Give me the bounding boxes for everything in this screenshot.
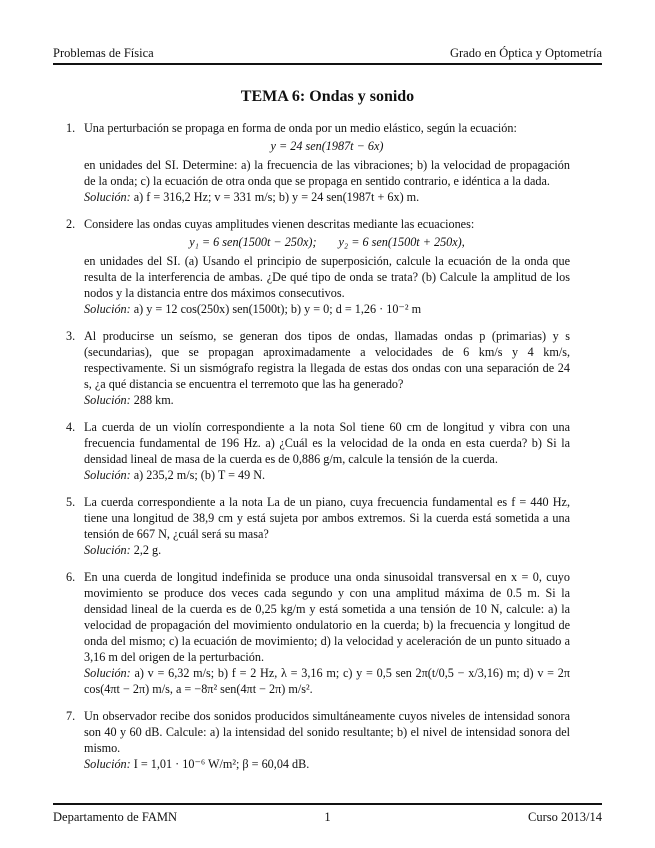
problem-solution bbox=[84, 756, 570, 772]
footer-course-year: Curso 2013/14 bbox=[528, 810, 602, 824]
page-number: 1 bbox=[324, 810, 331, 824]
equation-y1: y₁ = 6 sen(1500t − 250x); bbox=[189, 235, 317, 249]
problem-solution bbox=[84, 665, 570, 697]
problem-7 bbox=[53, 708, 570, 772]
page-title: TEMA 6: Ondas y sonido bbox=[240, 88, 415, 105]
problem-text-continued: en unidades del SI. (a) Usando el principio de superposición, calcule la ecuación de la onda que resulta de la interferencia de ambas. ¿De qué tipo de onda se trata? (b) Calcule la amplitud de los nodos y la distancia entre dos máximos consecutivos. bbox=[84, 254, 570, 300]
solution-label: Solución: bbox=[84, 543, 131, 557]
problem-number: 5. bbox=[66, 495, 76, 509]
solution-text: 288 km. bbox=[133, 393, 174, 407]
solution-label: Solución: bbox=[84, 468, 131, 482]
problem-5 bbox=[53, 494, 570, 558]
problem-number: 4. bbox=[66, 420, 76, 434]
problem-text: La cuerda correspondiente a la nota La de un piano, cuya frecuencia fundamental es f = 440 Hz, tiene una longitud de 38,9 cm y está sujeta por ambos extremos. Si la cuerda está sometida a una tensión de 667 N, ¿cuál será su masa? bbox=[84, 495, 570, 541]
problem-solution bbox=[84, 189, 570, 205]
problem-equation: y = 24 sen(1987t − 6x) bbox=[270, 139, 384, 153]
header-course: Problemas de Física bbox=[53, 46, 154, 60]
problem-1 bbox=[53, 120, 570, 205]
problem-number: 7. bbox=[66, 709, 76, 723]
solution-text: I = 1,01 · 10⁻⁶ W/m²; β = 60,04 dB. bbox=[133, 757, 310, 771]
problem-text: Considere las ondas cuyas amplitudes vienen descritas mediante las ecuaciones: bbox=[84, 217, 475, 231]
problem-text: Al producirse un seísmo, se generan dos tipos de ondas, llamadas ondas p (primarias) y s (secundarias), que se propagan aproximadamente a velocidades de 6 km/s y 4 km/s, respectivamente. Si un sismógrafo registra la llegada de estas dos ondas con una separación de 24 s, ¿a qué distancia se encuentra el terremoto que las ha generado? bbox=[84, 329, 570, 391]
footer-department: Departamento de FAMN bbox=[53, 810, 178, 824]
solution-label: Solución: bbox=[84, 302, 131, 316]
solution-label: Solución: bbox=[84, 757, 131, 771]
problem-equations bbox=[84, 234, 570, 250]
solution-text: 2,2 g. bbox=[133, 543, 162, 557]
problem-solution bbox=[84, 542, 570, 558]
problem-number: 1. bbox=[66, 121, 76, 135]
problem-solution bbox=[84, 467, 570, 483]
problem-2 bbox=[53, 216, 570, 317]
solution-label: Solución: bbox=[84, 190, 131, 204]
solution-text: a) f = 316,2 Hz; v = 331 m/s; b) y = 24 sen(1987t + 6x) m. bbox=[133, 190, 420, 204]
header-rule bbox=[53, 63, 602, 65]
equation-y2: y₂ = 6 sen(1500t + 250x), bbox=[338, 235, 465, 249]
solution-label: Solución: bbox=[84, 393, 131, 407]
problem-text-continued: en unidades del SI. Determine: a) la frecuencia de las vibraciones; b) la velocidad de propagación de la onda; c) la ecuación de otra onda que se propaga en sentido contrario, e idéntica a la dada. bbox=[84, 158, 570, 188]
solution-text: a) 235,2 m/s; (b) T = 49 N. bbox=[133, 468, 266, 482]
solution-text: a) v = 6,32 m/s; b) f = 2 Hz, λ = 3,16 m; c) y = 0,5 sen 2π(t/0,5 − x/3,16) m; d) v = 2π cos(4πt − 2π) m/s, a = −8π² sen(4πt − 2π) m/s². bbox=[84, 666, 571, 696]
problem-number: 2. bbox=[66, 217, 76, 231]
problem-text: La cuerda de un violín correspondiente a la nota Sol tiene 60 cm de longitud y vibra con una frecuencia fundamental de 196 Hz. a) ¿Cuál es la velocidad de la onda en esta cuerda? b) Si la densidad lineal de masa de la cuerda es de 0,886 g/m, calcule la tensión de la cuerda. bbox=[84, 420, 570, 466]
problem-list bbox=[53, 120, 570, 783]
page-footer bbox=[53, 810, 602, 825]
page-header bbox=[53, 46, 602, 61]
problem-number: 3. bbox=[66, 329, 76, 343]
problem-6 bbox=[53, 569, 570, 697]
solution-label: Solución: bbox=[84, 666, 131, 680]
footer-rule bbox=[53, 803, 602, 805]
problem-solution bbox=[84, 301, 570, 317]
problem-text: Un observador recibe dos sonidos producidos simultáneamente cuyos niveles de intensidad sonora son 40 y 60 dB. Calcule: a) la intensidad del sonido resultante; b) el nivel de intensidad sonora del mismo. bbox=[84, 709, 570, 755]
problem-3 bbox=[53, 328, 570, 408]
solution-text: a) y = 12 cos(250x) sen(1500t); b) y = 0; d = 1,26 · 10⁻² m bbox=[133, 302, 422, 316]
header-degree: Grado en Óptica y Optometría bbox=[449, 46, 602, 60]
problem-number: 6. bbox=[66, 570, 76, 584]
problem-solution bbox=[84, 392, 570, 408]
problem-text: En una cuerda de longitud indefinida se produce una onda sinusoidal transversal en x = 0, cuyo movimiento se produce dos veces cada segundo y con una amplitud máxima de 0.5 m. Si la densidad lineal de la cuerda es de 0,25 kg/m y está sometida a una tensión de 10 N, calcule: a) la velocidad de propagación del movimiento ondulatorio en la cuerda; b) la frecuencia y longitud de onda del mismo; c) la ecuación de movimiento; d) la velocidad y aceleración de un punto situado a 3,16 m del origen de la perturbación. bbox=[84, 570, 570, 664]
problem-4 bbox=[53, 419, 570, 483]
problem-text: Una perturbación se propaga en forma de onda por un medio elástico, según la ecuación: bbox=[84, 121, 517, 135]
